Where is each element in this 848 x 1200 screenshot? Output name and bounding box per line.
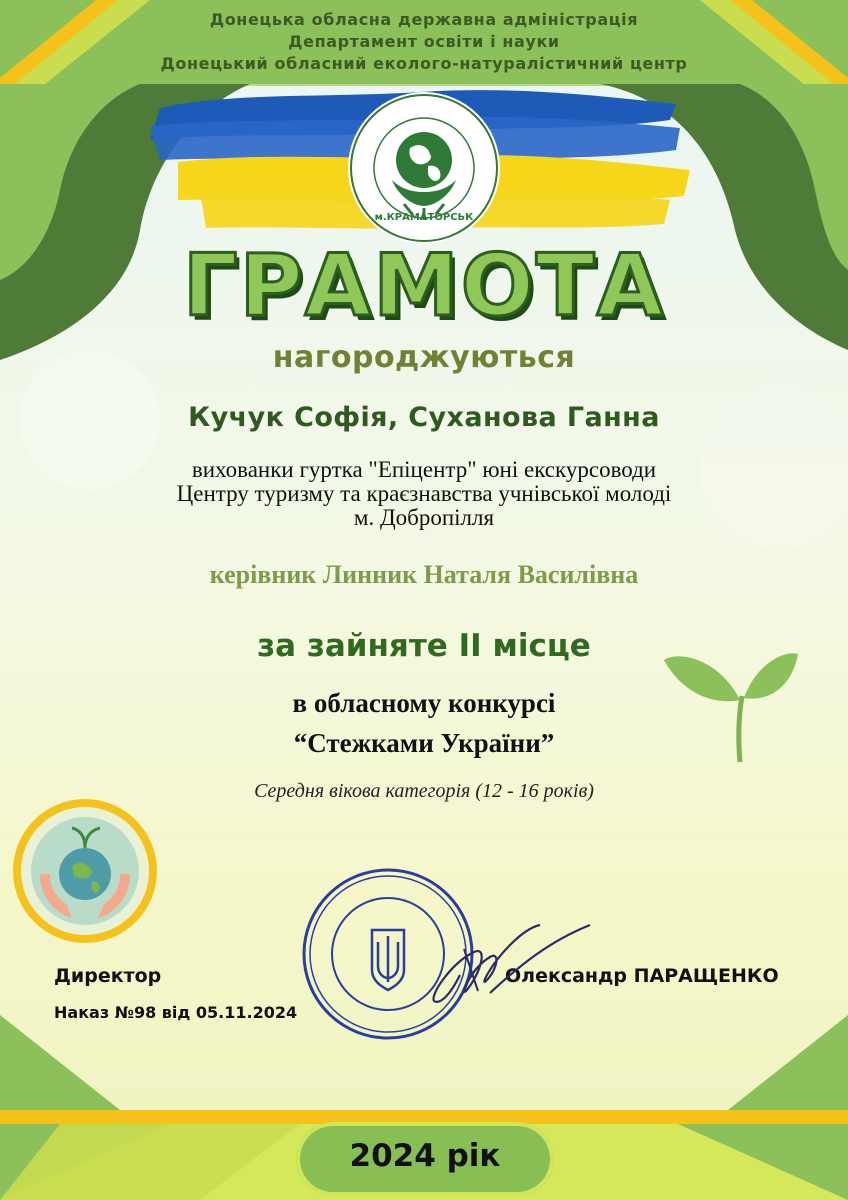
director-name: Олександр ПАРАЩЕНКО xyxy=(505,965,779,987)
recipient-names: Кучук Софія, Суханова Ганна xyxy=(188,402,660,433)
description-line-3: м. Добропілля xyxy=(353,505,495,530)
description-line-1: вихованки гуртка "Епіцентр" юні екскурсоводи xyxy=(191,457,657,482)
header-line-3: Донецький обласний еколого-натуралістичний центр xyxy=(160,54,688,73)
center-logo xyxy=(344,88,504,248)
leader-name: керівник Линник Наталя Василівна xyxy=(209,560,639,589)
sprout-icon xyxy=(660,630,800,770)
contest-line-2: “Стежками України” xyxy=(293,728,555,758)
awarded-label: нагороджуються xyxy=(272,340,576,375)
logo-city: м.КРАМАТОРСЬК xyxy=(374,212,474,223)
header-line-1: Донецька обласна державна адміністрація xyxy=(209,10,639,29)
year-label: 2024 рік xyxy=(349,1138,501,1174)
eco-badge-icon xyxy=(10,796,160,946)
age-category: Середня вікова категорія (12 - 16 років) xyxy=(254,780,594,802)
contest-line-1: в обласному конкурсі xyxy=(292,688,556,718)
header-line-2: Департамент освіти і науки xyxy=(288,32,560,51)
handwritten-signature xyxy=(420,905,600,1015)
place-award: за зайняте ІІ місце xyxy=(257,628,591,664)
recipient-description xyxy=(0,458,848,530)
order-reference: Наказ №98 від 05.11.2024 xyxy=(54,1003,298,1022)
description-line-2: Центру туризму та краєзнавства учнівської молоді xyxy=(176,481,672,506)
director-label: Директор xyxy=(54,965,162,987)
trident-icon xyxy=(372,930,404,990)
certificate-title: ГРАМОТА xyxy=(182,236,666,336)
